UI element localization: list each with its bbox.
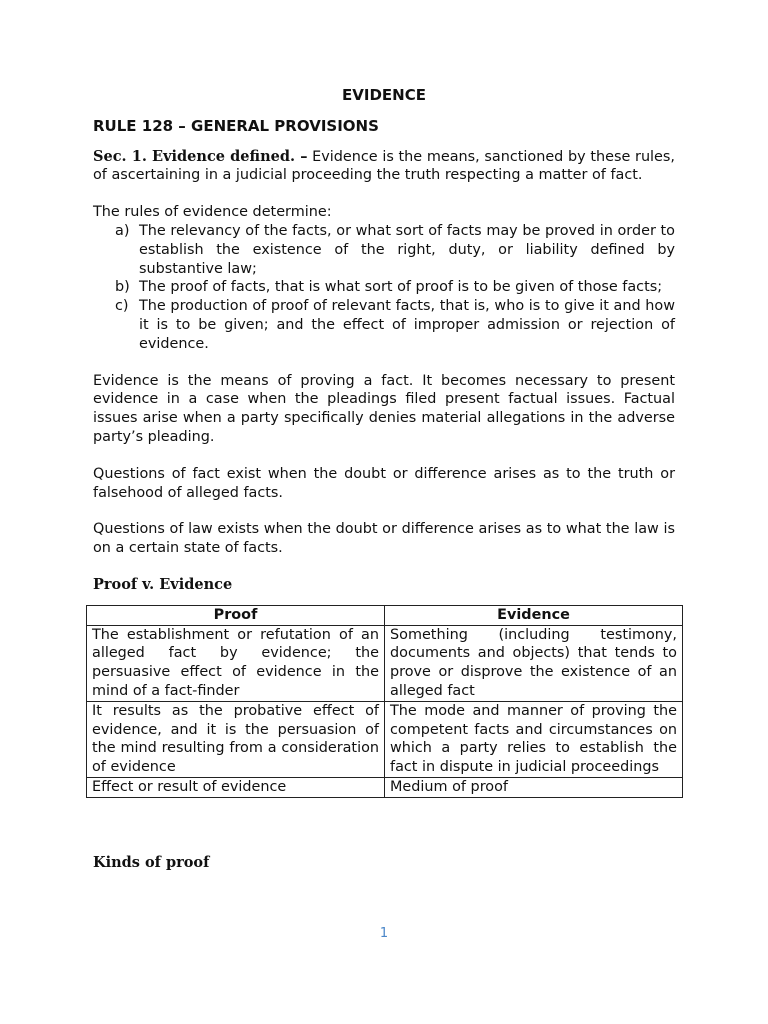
rules-list xyxy=(93,222,675,354)
questions-of-law-paragraph: Questions of law exists when the doubt or difference arises as to what the law is on a certain state of facts. xyxy=(93,521,675,557)
document-title: EVIDENCE xyxy=(342,86,426,104)
evidence-paragraph: Evidence is the means of proving a fact. It becomes necessary to present evidence in a case when the pleadings filed present factual issues. Factual issues arise when a party specifically denies material allegations in the adverse party’s pleading. xyxy=(93,372,675,445)
page-number: 1 xyxy=(379,926,389,941)
table-row xyxy=(87,625,683,701)
list-item xyxy=(115,278,675,297)
questions-of-fact-paragraph: Questions of fact exist when the doubt or difference arises as to the truth or falsehood of alleged facts. xyxy=(93,465,675,501)
list-item xyxy=(115,297,675,353)
table-cell: Effect or result of evidence xyxy=(87,777,385,797)
table-cell: Medium of proof xyxy=(385,777,683,797)
table-cell: It results as the probative effect of evidence, and it is the persuasion of the mind resulting from a consideration of evidence xyxy=(87,701,385,777)
table-cell: The establishment or refutation of an alleged fact by evidence; the persuasive effect of evidence in the mind of a fact-finder xyxy=(87,625,385,701)
kinds-of-proof-heading: Kinds of proof xyxy=(93,853,210,871)
table-row xyxy=(87,701,683,777)
list-item-text: The production of proof of relevant facts, that is, who is to give it and how it is to be given; and the effect of improper admission or rejection of evidence. xyxy=(139,298,675,352)
section-1-paragraph xyxy=(93,148,675,186)
list-marker: b) xyxy=(115,279,130,296)
proof-vs-evidence-heading: Proof v. Evidence xyxy=(93,575,233,593)
section-1-text: Evidence is the means, sanctioned by these rules, of ascertaining in a judicial proceeding the truth respecting a matter of fact. xyxy=(93,148,675,184)
list-marker: a) xyxy=(115,222,130,239)
list-item xyxy=(115,222,675,278)
rule-heading: RULE 128 – GENERAL PROVISIONS xyxy=(93,116,379,135)
table-cell: Something (including testimony, documents and objects) that tends to prove or disprove the existence of an alleged fact xyxy=(385,625,683,701)
section-1-heading: Sec. 1. Evidence defined. – xyxy=(93,147,308,165)
rules-intro: The rules of evidence determine: xyxy=(93,204,332,221)
table-header-evidence: Evidence xyxy=(385,605,683,625)
table-row xyxy=(87,777,683,797)
table-header-proof: Proof xyxy=(87,605,385,625)
list-marker: c) xyxy=(115,298,129,315)
list-item-text: The relevancy of the facts, or what sort of facts may be proved in order to establish the existence of the right, duty, or liability defined by substantive law; xyxy=(139,222,675,277)
table-cell: The mode and manner of proving the competent facts and circumstances on which a party relies to establish the fact in dispute in judicial proceedings xyxy=(385,701,683,777)
document-body xyxy=(93,86,675,873)
list-item-text: The proof of facts, that is what sort of proof is to be given of those facts; xyxy=(139,279,663,296)
proof-vs-evidence-table xyxy=(86,605,683,798)
table-header-row xyxy=(87,605,683,625)
